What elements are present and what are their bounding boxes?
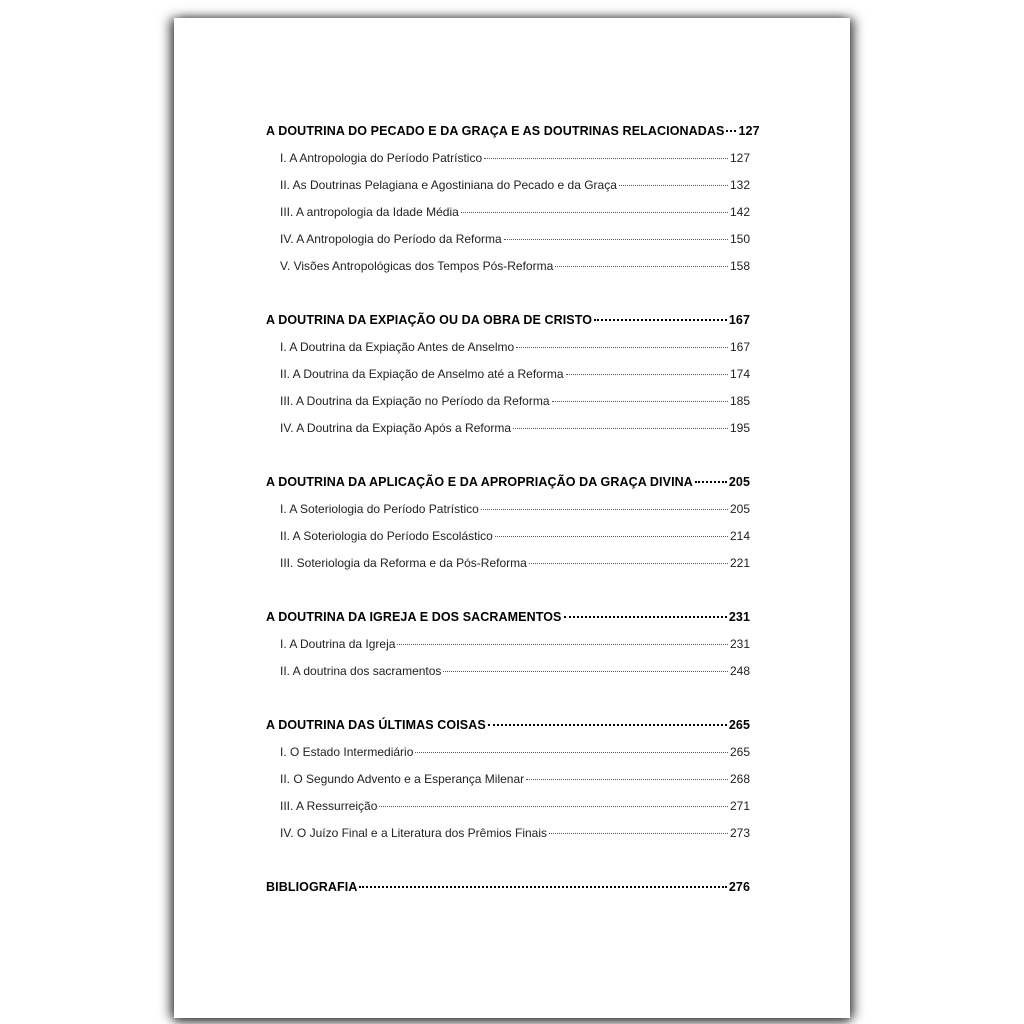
page-number: 195	[729, 421, 750, 435]
dot-leader	[552, 401, 728, 402]
toc-entry	[266, 523, 750, 550]
page-number: 127	[729, 151, 750, 165]
toc-entry	[266, 199, 750, 226]
page-number: 221	[729, 556, 750, 570]
entry-label: IV. O Juízo Final e a Literatura dos Prêmios Finais	[280, 826, 548, 840]
table-of-contents	[266, 118, 760, 928]
page-number: 265	[729, 745, 750, 759]
entry-label: II. As Doutrinas Pelagiana e Agostiniana do Pecado e da Graça	[280, 178, 617, 192]
entry-label: I. A Antropologia do Período Patrístico	[280, 151, 483, 165]
section-title: A DOUTRINA DA APLICAÇÃO E DA APROPRIAÇÃO DA GRAÇA DIVINA	[266, 475, 693, 489]
dot-leader	[695, 481, 727, 483]
page-number: 158	[729, 259, 750, 273]
page-number: 265	[728, 718, 750, 732]
entry-label: IV. A Antropologia do Período da Reforma	[280, 232, 502, 246]
page-number: 174	[729, 367, 750, 381]
toc-heading	[266, 604, 750, 631]
page-number: 167	[729, 340, 750, 354]
toc-entry	[266, 226, 750, 253]
toc-entry	[266, 631, 750, 658]
toc-heading	[266, 874, 750, 901]
entry-label: III. Soteriologia da Reforma e da Pós-Reforma	[280, 556, 527, 570]
toc-entry	[266, 496, 750, 523]
dot-leader	[513, 428, 728, 429]
dot-leader	[526, 779, 728, 780]
page-number: 132	[729, 178, 750, 192]
entry-label: III. A Ressurreição	[280, 799, 378, 813]
dot-leader	[481, 509, 728, 510]
entry-label: I. O Estado Intermediário	[280, 745, 414, 759]
page-number: 205	[728, 475, 750, 489]
entry-label: IV. A Doutrina da Expiação Após a Reforma	[280, 421, 512, 435]
entry-label: V. Visões Antropológicas dos Tempos Pós-Reforma	[280, 259, 554, 273]
toc-entry	[266, 658, 750, 685]
toc-entry	[266, 388, 750, 415]
page-number: 231	[729, 637, 750, 651]
page-number: 142	[729, 205, 750, 219]
toc-section	[266, 712, 750, 847]
entry-label: I. A Doutrina da Igreja	[280, 637, 396, 651]
entry-label: II. A Doutrina da Expiação de Anselmo até a Reforma	[280, 367, 564, 381]
toc-entry	[266, 820, 750, 847]
dot-leader	[555, 266, 728, 267]
section-title: A DOUTRINA DO PECADO E DA GRAÇA E AS DOUTRINAS RELACIONADAS	[266, 124, 725, 138]
toc-entry	[266, 145, 750, 172]
toc-section	[266, 118, 760, 280]
toc-section	[266, 469, 750, 577]
toc-entry	[266, 253, 750, 280]
section-title: BIBLIOGRAFIA	[266, 880, 358, 894]
book-page	[174, 18, 850, 1018]
dot-leader	[443, 671, 728, 672]
page-number: 214	[729, 529, 750, 543]
section-title: A DOUTRINA DA EXPIAÇÃO OU DA OBRA DE CRISTO	[266, 313, 593, 327]
page-number: 167	[728, 313, 750, 327]
dot-leader	[484, 158, 728, 159]
entry-label: II. A doutrina dos sacramentos	[280, 664, 442, 678]
section-title: A DOUTRINA DAS ÚLTIMAS COISAS	[266, 718, 486, 732]
dot-leader	[359, 886, 726, 888]
page-number: 205	[729, 502, 750, 516]
page-number: 273	[729, 826, 750, 840]
entry-label: III. A antropologia da Idade Média	[280, 205, 459, 219]
toc-entry	[266, 550, 750, 577]
toc-entry	[266, 793, 750, 820]
toc-entry	[266, 334, 750, 361]
page-number: 276	[728, 880, 750, 894]
toc-section	[266, 604, 750, 685]
dot-leader	[495, 536, 728, 537]
page-number: 231	[728, 610, 750, 624]
toc-section	[266, 874, 750, 901]
dot-leader	[461, 212, 728, 213]
toc-entry	[266, 361, 750, 388]
toc-entry	[266, 766, 750, 793]
page-number: 248	[729, 664, 750, 678]
dot-leader	[415, 752, 728, 753]
dot-leader	[488, 724, 727, 726]
dot-leader	[594, 319, 727, 321]
toc-entry	[266, 415, 750, 442]
dot-leader	[564, 616, 727, 618]
dot-leader	[726, 130, 736, 132]
page-number: 127	[738, 124, 760, 138]
dot-leader	[619, 185, 728, 186]
dot-leader	[566, 374, 728, 375]
toc-entry	[266, 172, 750, 199]
entry-label: I. A Doutrina da Expiação Antes de Anselmo	[280, 340, 515, 354]
toc-section	[266, 307, 750, 442]
page-number: 271	[729, 799, 750, 813]
toc-heading	[266, 307, 750, 334]
dot-leader	[504, 239, 728, 240]
dot-leader	[529, 563, 728, 564]
toc-heading	[266, 712, 750, 739]
entry-label: III. A Doutrina da Expiação no Período da Reforma	[280, 394, 550, 408]
dot-leader	[379, 806, 728, 807]
dot-leader	[516, 347, 728, 348]
toc-heading	[266, 469, 750, 496]
dot-leader	[549, 833, 728, 834]
section-title: A DOUTRINA DA IGREJA E DOS SACRAMENTOS	[266, 610, 562, 624]
page-number: 268	[729, 772, 750, 786]
page-number: 185	[729, 394, 750, 408]
toc-heading	[266, 118, 760, 145]
dot-leader	[397, 644, 728, 645]
entry-label: II. O Segundo Advento e a Esperança Milenar	[280, 772, 525, 786]
entry-label: II. A Soteriologia do Período Escolástico	[280, 529, 493, 543]
entry-label: I. A Soteriologia do Período Patrístico	[280, 502, 479, 516]
page-number: 150	[729, 232, 750, 246]
toc-entry	[266, 739, 750, 766]
